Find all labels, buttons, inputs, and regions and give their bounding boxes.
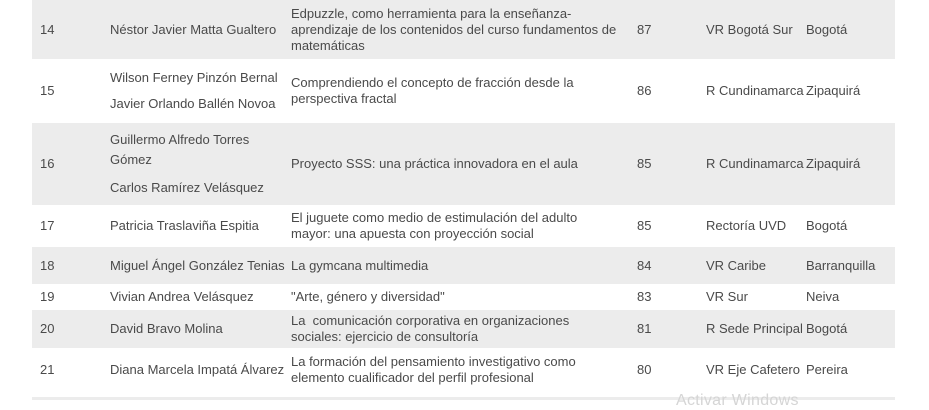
results-table [32,0,895,392]
row-authors [110,206,291,246]
row-number: 14 [32,0,110,60]
row-title: El juguete como medio de estimulación del adulto mayor: una apuesta con proyección social [291,206,637,246]
table-row [32,206,895,246]
table-row [32,285,895,309]
row-city: Zipaquirá [806,60,895,122]
row-region: VR Bogotá Sur [706,0,806,60]
row-city: Neiva [806,285,895,309]
author-name: Javier Orlando Ballén Novoa [110,96,276,111]
row-region: Rectoría UVD [706,206,806,246]
author-spacer [110,86,285,96]
row-number: 21 [32,349,110,391]
row-region: VR Eje Cafetero [706,349,806,391]
row-title: La gymcana multimedia [291,246,637,285]
row-number: 19 [32,285,110,309]
row-region: VR Caribe [706,246,806,285]
table-row [32,122,895,206]
row-title: La comunicación corporativa en organizaciones sociales: ejercicio de consultoría [291,309,637,349]
row-score: 81 [637,309,706,349]
row-title: Edpuzzle, como herramienta para la enseñanza-aprendizaje de los contenidos del curso fundamentos de matemáticas [291,0,637,60]
row-title: Proyecto SSS: una práctica innovadora en el aula [291,122,637,206]
table-row [32,60,895,122]
row-authors [110,309,291,349]
author-name: Wilson Ferney Pinzón Bernal [110,70,278,85]
windows-activation-watermark: Activar Windows [676,392,799,409]
row-number: 20 [32,309,110,349]
row-title: "Arte, género y diversidad" [291,285,637,309]
row-score: 85 [637,206,706,246]
row-region: R Sede Principal [706,309,806,349]
row-title: Comprendiendo el concepto de fracción desde la perspectiva fractal [291,60,637,122]
row-city: Bogotá [806,0,895,60]
row-city: Pereira [806,349,895,391]
row-number: 18 [32,246,110,285]
author-name: Miguel Ángel González Tenias [110,257,285,273]
author-name: Patricia Traslaviña Espitia [110,218,259,233]
row-number: 16 [32,122,110,206]
row-authors [110,285,291,309]
row-score: 86 [637,60,706,122]
row-authors [110,0,291,60]
table-row [32,349,895,391]
author-name: Carlos Ramírez Velásquez [110,180,264,195]
row-title: La formación del pensamiento investigativo como elemento cualificador del perfil profesional [291,349,637,391]
results-table-container [32,0,895,392]
row-score: 80 [637,349,706,391]
row-city: Barranquilla [806,246,895,285]
row-score: 84 [637,246,706,285]
row-city: Bogotá [806,206,895,246]
table-row [32,246,895,285]
author-name: David Bravo Molina [110,321,223,336]
row-authors [110,122,291,206]
author-spacer [110,170,285,178]
row-region: VR Sur [706,285,806,309]
row-score: 87 [637,0,706,60]
row-authors [110,349,291,391]
row-number: 17 [32,206,110,246]
author-name: Diana Marcela Impatá Álvarez [110,362,285,377]
table-row [32,0,895,60]
row-number: 15 [32,60,110,122]
table-row [32,309,895,349]
row-city: Bogotá [806,309,895,349]
row-authors [110,60,291,122]
row-authors [110,246,291,285]
row-score: 83 [637,285,706,309]
row-region: R Cundinamarca [706,122,806,206]
author-name: Vivian Andrea Velásquez [110,289,254,304]
author-name: Guillermo Alfredo Torres Gómez [110,132,250,167]
row-score: 85 [637,122,706,206]
row-city: Zipaquirá [806,122,895,206]
row-region: R Cundinamarca [706,60,806,122]
author-name: Néstor Javier Matta Gualtero [110,21,277,37]
